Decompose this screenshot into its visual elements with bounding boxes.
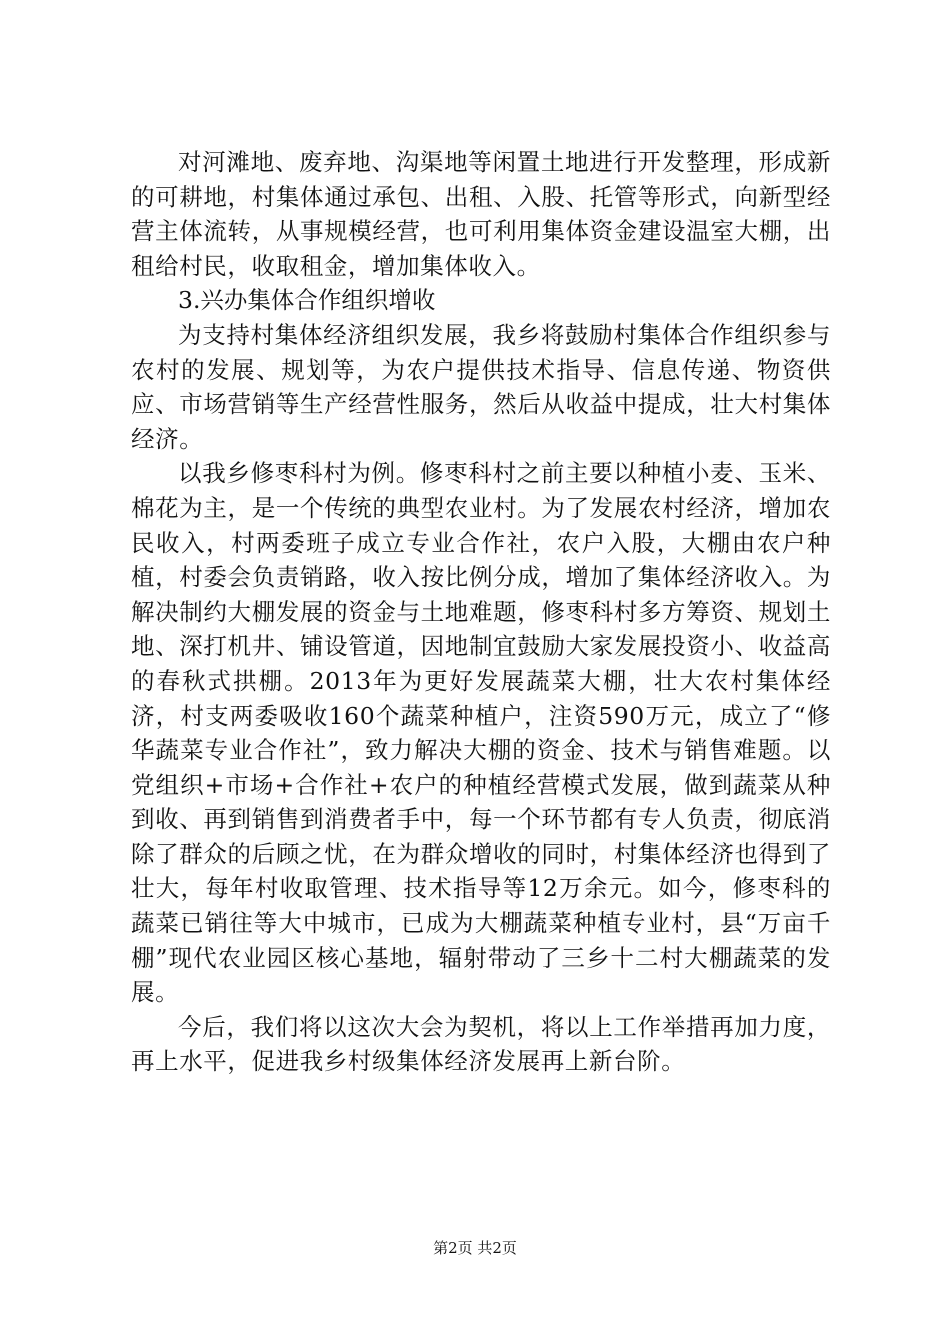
page-footer: 第2页 共2页 <box>433 1239 517 1257</box>
section-heading-cooperative: 3.兴办集体合作组织增收 <box>178 286 436 315</box>
paragraph-village-example: 以我乡修枣科村为例。修枣科村之前主要以种植小麦、玉米、棉花为主，是一个传统的典型农业村。为了发展农村经济，增加农民收入，村两委班子成立专业合作社，农户入股，大棚由农户种植，村委会负责销路，收入按比例分成，增加了集体经济收入。为解决制约大棚发展的资金与土地难题，修枣科村多方筹资、规划土地、深打机井、铺设管道，因地制宜鼓励大家发展投资小、收益高的春秋式拱棚。2013年为更好发展蔬菜大棚，壮大农村集体经济，村支两委吸收160个蔬菜种植户，注资590万元，成立了“修华蔬菜专业合作社”，致力解决大棚的资金、技术与销售难题。以党组织+市场+合作社+农户的种植经营模式发展，做到蔬菜从种到收、再到销售到消费者手中，每一个环节都有专人负责，彻底消除了群众的后顾之忧，在为群众增收的同时，村集体经济也得到了壮大，每年村收取管理、技术指导等12万余元。如今，修枣科的蔬菜已销往等大中城市，已成为大棚蔬菜种植专业村，县“万亩千棚”现代农业园区核心基地，辐射带动了三乡十二村大棚蔬菜的发展。 <box>131 459 831 1007</box>
document-body <box>131 145 831 1079</box>
paragraph-cooperative-support: 为支持村集体经济组织发展，我乡将鼓励村集体合作组织参与农村的发展、规划等，为农户提供技术指导、信息传递、物资供应、市场营销等生产经营性服务，然后从收益中提成，壮大村集体经济。 <box>131 320 831 453</box>
paragraph-conclusion: 今后，我们将以这次大会为契机，将以上工作举措再加力度，再上水平，促进我乡村级集体经济发展再上新台阶。 <box>131 1012 831 1076</box>
paragraph-land-development: 对河滩地、废弃地、沟渠地等闲置土地进行开发整理，形成新的可耕地，村集体通过承包、出租、入股、托管等形式，向新型经营主体流转，从事规模经营，也可利用集体资金建设温室大棚，出租给村民，收取租金，增加集体收入。 <box>131 148 831 280</box>
